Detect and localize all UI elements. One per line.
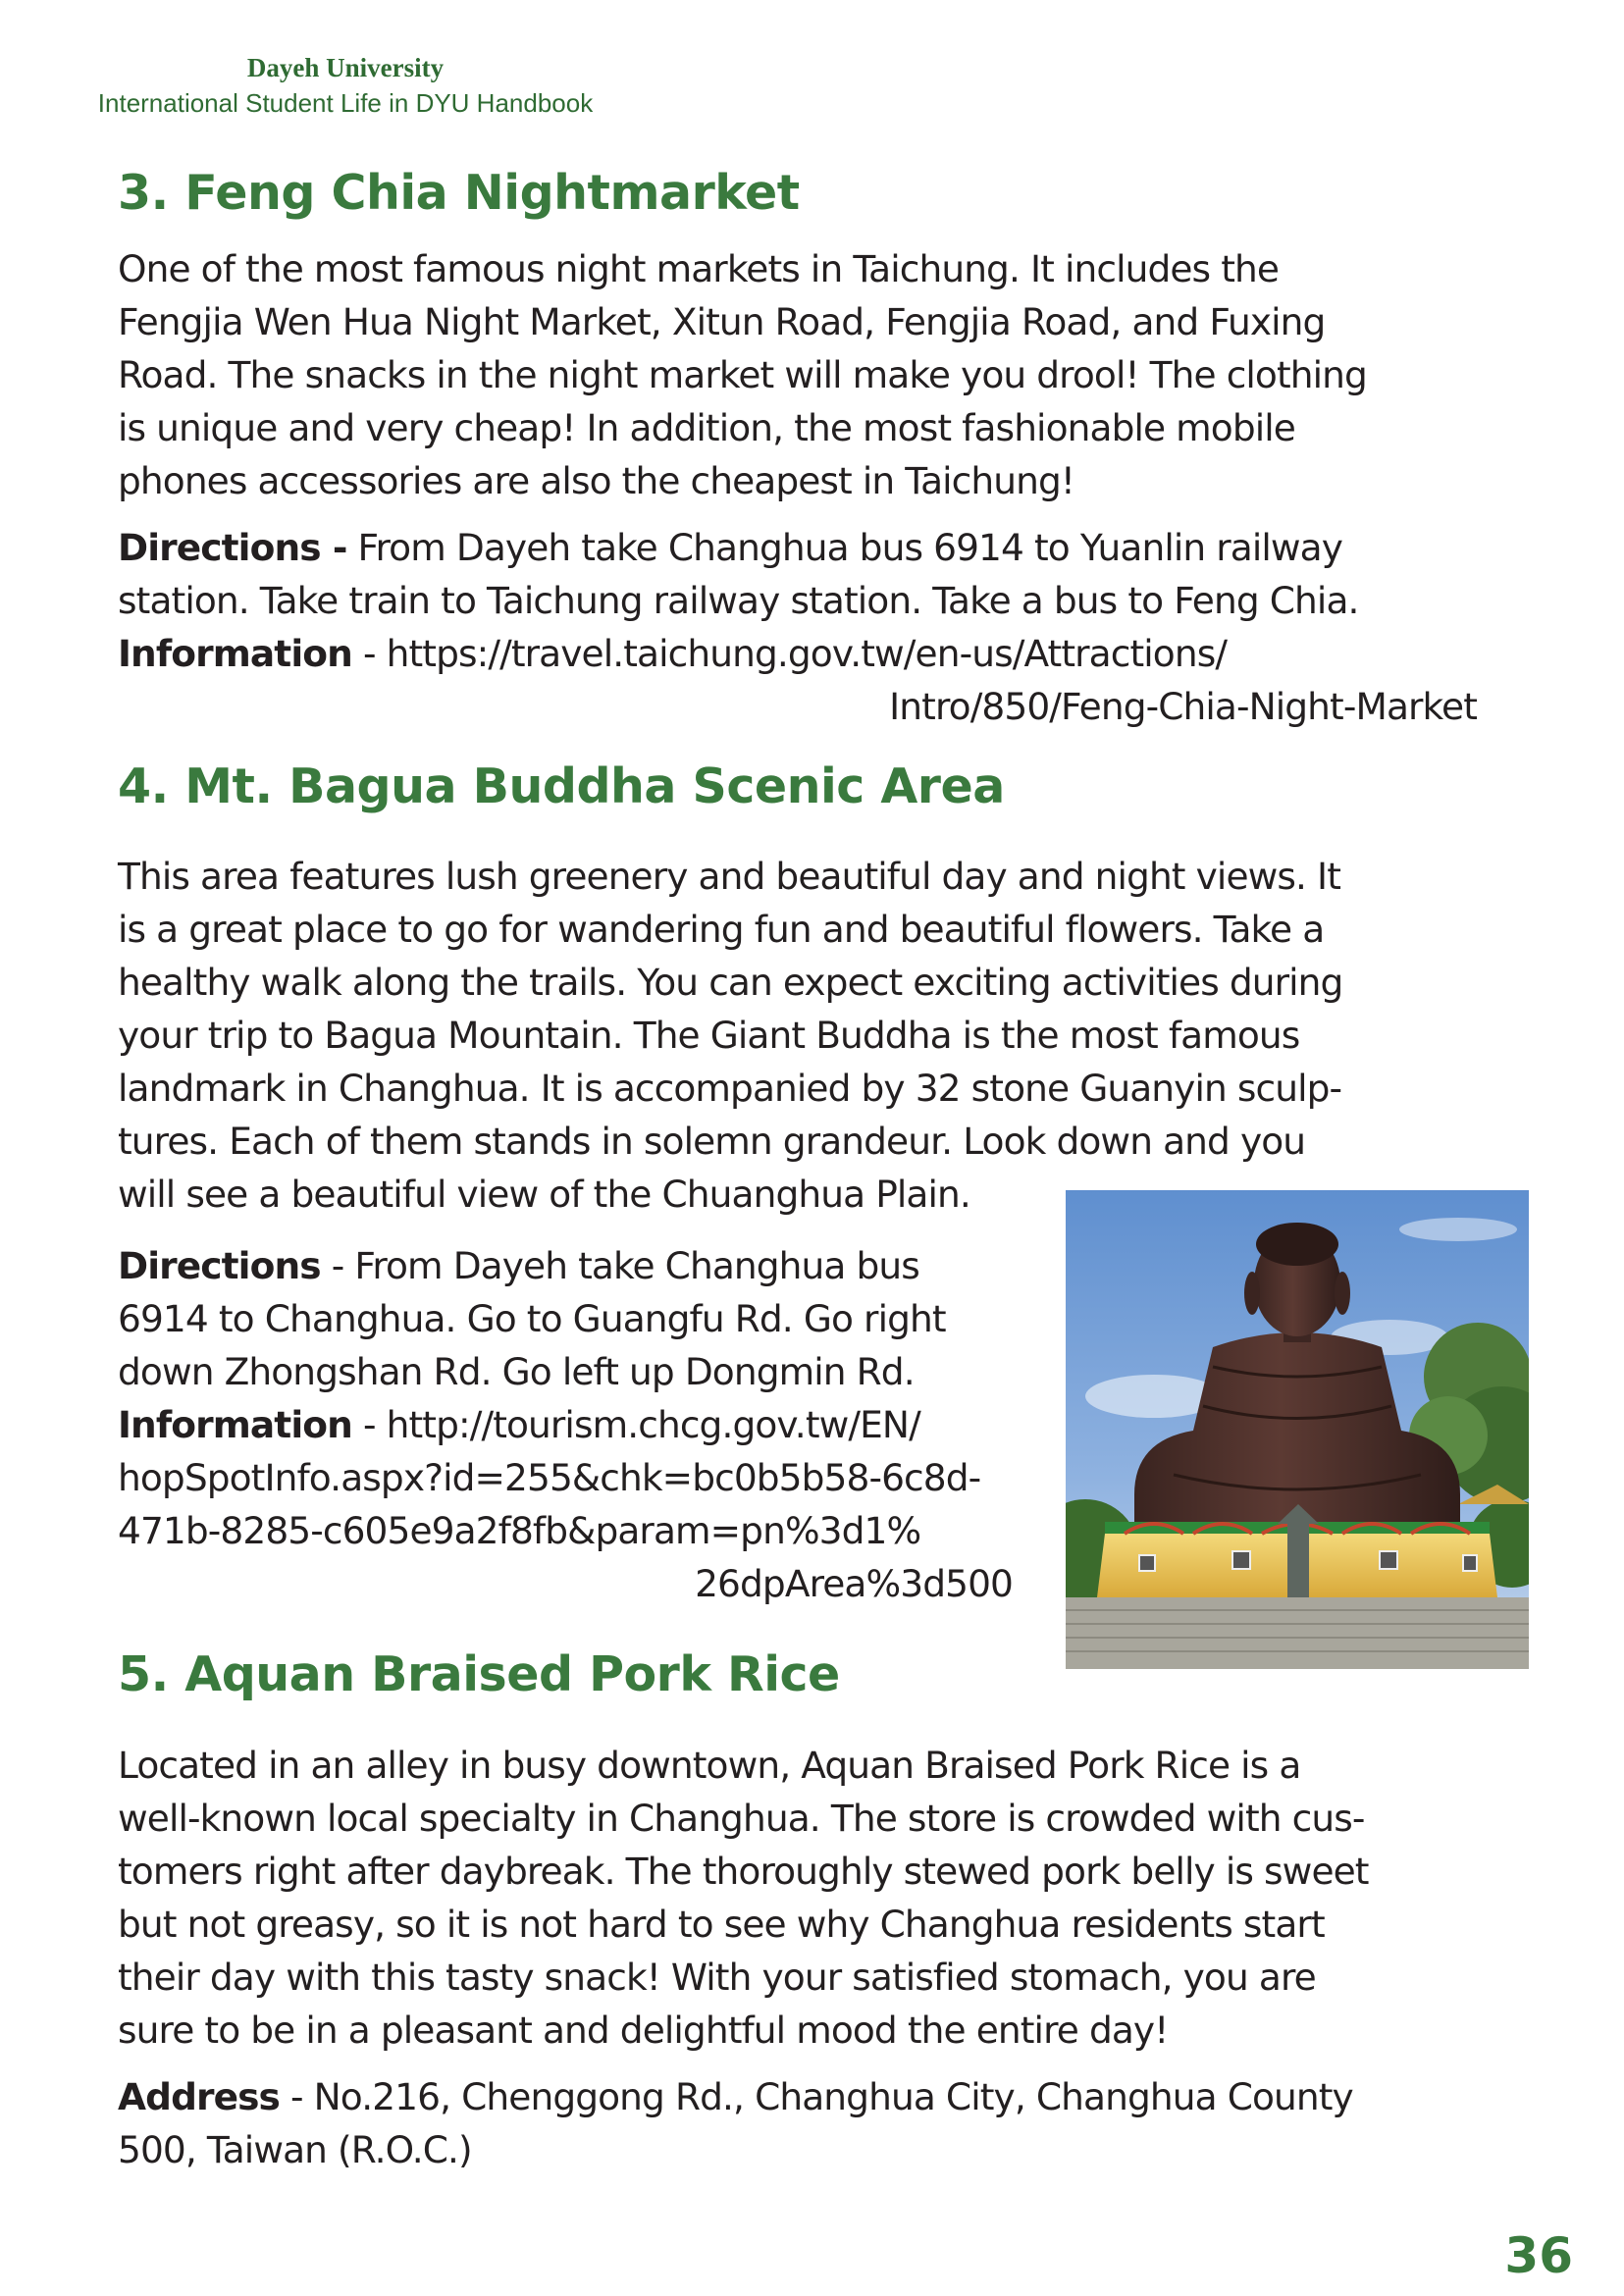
section-number: 5. — [118, 1646, 169, 1702]
body-line: is a great place to go for wandering fun and beautiful flowers. Take a — [118, 908, 1325, 951]
body-line: well-known local specialty in Changhua. The store is crowded with cus- — [118, 1797, 1365, 1840]
body-line: Fengjia Wen Hua Night Market, Xitun Road, Fengjia Road, and Fuxing — [118, 300, 1326, 343]
information-line — [118, 1398, 920, 1451]
information-link-continued[interactable]: 471b-8285-c605e9a2f8fb&param=pn%3d1% — [118, 1509, 921, 1552]
body-line: This area features lush greenery and beautiful day and night views. It — [118, 855, 1341, 898]
information-link-continued[interactable]: hopSpotInfo.aspx?id=255&chk=bc0b5b58-6c8d- — [118, 1456, 981, 1499]
section-title: Aquan Braised Pork Rice — [184, 1646, 840, 1702]
body-line: their day with this tasty snack! With your satisfied stomach, you are — [118, 1956, 1316, 1999]
directions-line: 6914 to Changhua. Go to Guangfu Rd. Go right — [118, 1297, 946, 1340]
giant-buddha-photo — [1066, 1190, 1529, 1669]
address-label: Address — [118, 2075, 280, 2118]
information-link[interactable]: - http://tourism.chcg.gov.tw/EN/ — [351, 1403, 920, 1446]
address-text: - No.216, Chenggong Rd., Changhua City, Changhua County — [279, 2075, 1353, 2118]
body-line: phones accessories are also the cheapest in Taichung! — [118, 459, 1075, 502]
address-line: 500, Taiwan (R.O.C.) — [118, 2128, 472, 2171]
section-title: Mt. Bagua Buddha Scenic Area — [184, 758, 1005, 814]
section-number: 4. — [118, 758, 169, 814]
directions-label: Directions - — [118, 526, 347, 569]
body-line: is unique and very cheap! In addition, the most fashionable mobile — [118, 406, 1295, 449]
body-line: tures. Each of them stands in solemn grandeur. Look down and you — [118, 1120, 1306, 1163]
information-label: Information — [118, 632, 352, 675]
address-line — [118, 2070, 1353, 2123]
body-line: healthy walk along the trails. You can expect exciting activities during — [118, 961, 1343, 1004]
information-line — [118, 627, 1227, 680]
section-heading-bagua-buddha — [118, 758, 1005, 814]
body-line: sure to be in a pleasant and delightful mood the entire day! — [118, 2009, 1169, 2052]
body-line: but not greasy, so it is not hard to see why Changhua residents start — [118, 1903, 1325, 1946]
body-line: your trip to Bagua Mountain. The Giant Buddha is the most famous — [118, 1014, 1300, 1057]
body-line: Road. The snacks in the night market will make you drool! The clothing — [118, 353, 1367, 396]
header-university: Dayeh University — [246, 53, 445, 82]
section-heading-aquan-pork-rice — [118, 1646, 840, 1702]
information-link-continued[interactable]: Intro/850/Feng-Chia-Night-Market — [889, 685, 1477, 728]
body-line: Located in an alley in busy downtown, Aquan Braised Pork Rice is a — [118, 1744, 1301, 1787]
section-number: 3. — [118, 165, 169, 221]
directions-line — [118, 1239, 919, 1292]
directions-text: From Dayeh take Changhua bus 6914 to Yuanlin railway — [346, 526, 1343, 569]
directions-line: down Zhongshan Rd. Go left up Dongmin Rd. — [118, 1350, 915, 1393]
body-line: One of the most famous night markets in Taichung. It includes the — [118, 247, 1280, 290]
page-number: 36 — [1504, 2227, 1573, 2284]
section-heading-feng-chia — [118, 165, 800, 221]
information-link-continued[interactable]: 26dpArea%3d500 — [695, 1562, 1013, 1605]
section-title: Feng Chia Nightmarket — [184, 165, 800, 221]
directions-line — [118, 521, 1342, 574]
directions-text: - From Dayeh take Changhua bus — [320, 1244, 919, 1287]
directions-line: station. Take train to Taichung railway station. Take a bus to Feng Chia. — [118, 579, 1359, 622]
body-line: tomers right after daybreak. The thoroughly stewed pork belly is sweet — [118, 1850, 1369, 1893]
information-label: Information — [118, 1403, 352, 1446]
body-line: will see a beautiful view of the Chuanghua Plain. — [118, 1173, 970, 1216]
directions-label: Directions — [118, 1244, 321, 1287]
information-link[interactable]: - https://travel.taichung.gov.tw/en-us/Attractions/ — [351, 632, 1228, 675]
header-handbook-title: International Student Life in DYU Handbook — [97, 88, 594, 118]
body-line: landmark in Changhua. It is accompanied by 32 stone Guanyin sculp- — [118, 1067, 1342, 1110]
